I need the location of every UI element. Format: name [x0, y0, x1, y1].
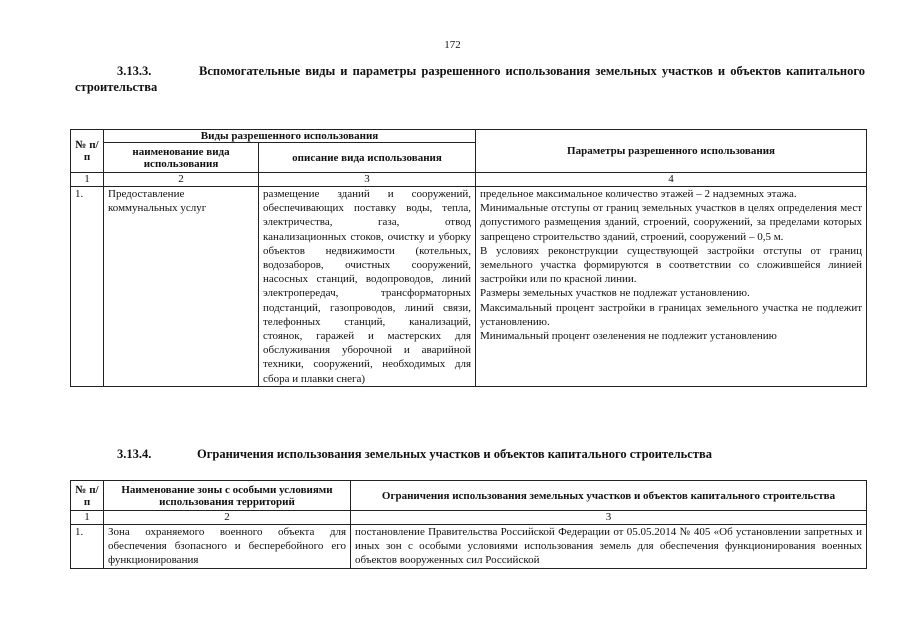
column-number: 2: [104, 173, 259, 187]
param-line: предельное максимальное количество этажей – 2 надземных этажа.: [480, 188, 797, 200]
use-name: Предоставление коммунальных услуг: [104, 187, 259, 387]
column-number: 3: [351, 511, 867, 525]
param-line: Максимальный процент застройки в границах земельного участка не подлежит установлению.: [480, 301, 863, 328]
section-heading-3-13-3: [75, 63, 865, 95]
table-row: [71, 525, 867, 569]
header-num: № п/п: [71, 481, 104, 511]
column-number: 1: [71, 511, 104, 525]
section-heading-3-13-4: [75, 446, 865, 462]
use-description: размещение зданий и сооружений, обеспечивающих поставку воды, тепла, электричества, газа, отвод канализационных стоков, очистку и уборку объектов недвижимости (котельных, водозаборов, очистных сооружений, насосных станций, водопроводов, линий электропередач, трансформаторных подстанций, газопроводов, линий связи, телефонных станций, канализаций, стоянок, гаражей и мастерских для обслуживания уборочной и аварийной техники, сооружений, необходимых для сбора и плавки снега): [259, 187, 476, 387]
restrictions-table: [70, 480, 867, 569]
header-zone: Наименование зоны с особыми условиями использования территорий: [104, 481, 351, 511]
header-use-types: Виды разрешенного использования: [104, 130, 476, 143]
restriction-text: постановление Правительства Российской Федерации от 05.05.2014 № 405 «Об установлении запретных и иных зон с особыми условиями использования земель для обеспечения функционирования военных объектов вооруженных сил Российской: [351, 525, 867, 569]
column-number: 1: [71, 173, 104, 187]
section-title: Ограничения использования земельных участков и объектов капитального строительства: [197, 447, 712, 461]
table-row: [71, 187, 867, 387]
section-number: 3.13.3.: [117, 64, 152, 78]
header-use-name: наименование вида использования: [104, 143, 259, 173]
header-restrictions: Ограничения использования земельных участков и объектов капитального строительства: [351, 481, 867, 511]
header-num: № п/п: [71, 130, 104, 173]
param-line: Размеры земельных участков не подлежат установлению.: [480, 287, 750, 300]
zone-name: Зона охраняемого военного объекта для обеспечения бзопасного и бесперебойного его функционирования: [104, 525, 351, 569]
column-number: 3: [259, 173, 476, 187]
param-line: Минимальный процент озеленения не подлежит установлению: [480, 330, 777, 343]
section-number: 3.13.4.: [117, 447, 152, 461]
param-line: В условиях реконструкции существующей застройки отступы от границ земельного участка формируются в соответствии со сложившейся линией застройки или по красной линии.: [480, 244, 863, 286]
param-line: Минимальные отступы от границ земельных участков в целях определения мест допустимого размещения зданий, строений, сооружений, за пределами которых запрещено строительство зданий, строений, сооружений – 0,5 м.: [480, 202, 863, 243]
row-number: 1.: [71, 525, 104, 569]
header-params: Параметры разрешенного использования: [476, 130, 867, 173]
page-number: 172: [444, 39, 461, 51]
row-number: 1.: [71, 187, 104, 387]
header-use-desc: описание вида использования: [259, 143, 476, 173]
column-number: 4: [476, 173, 867, 187]
use-parameters: [476, 187, 867, 387]
column-number: 2: [104, 511, 351, 525]
section-title: Вспомогательные виды и параметры разрешенного использования земельных участков и объектов капитального строительства: [75, 64, 865, 94]
permitted-use-table: [70, 129, 867, 387]
